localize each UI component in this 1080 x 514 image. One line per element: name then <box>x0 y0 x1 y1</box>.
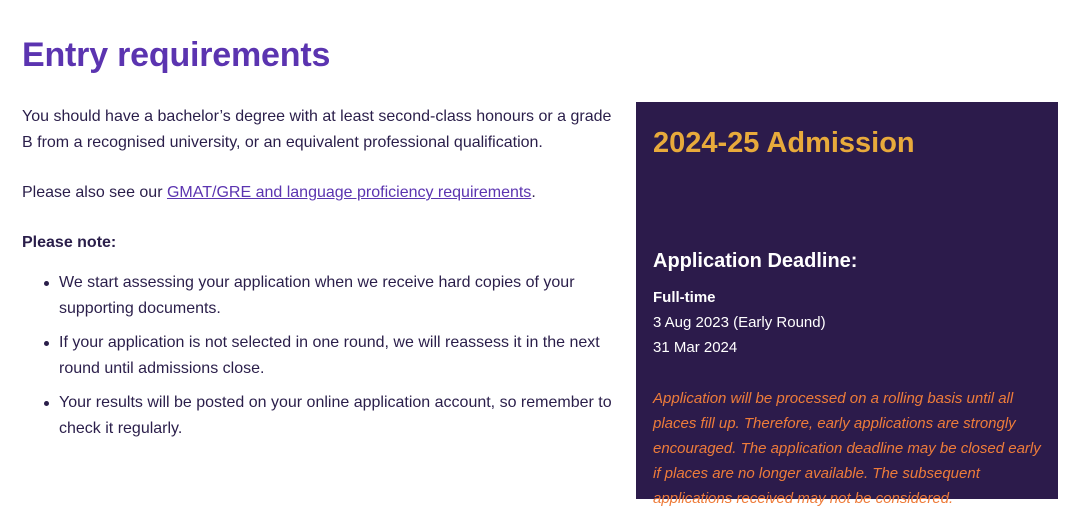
gmat-gre-language-link[interactable]: GMAT/GRE and language proficiency requirements <box>166 184 532 201</box>
notes-list <box>22 270 612 442</box>
admission-panel <box>636 102 1058 507</box>
note-heading: Please note: <box>22 234 117 251</box>
see-also-prefix: Please also see our <box>22 184 167 201</box>
page-title: Entry requirements <box>22 36 331 74</box>
deadline-heading: Application Deadline: <box>653 250 858 272</box>
requirements-section <box>22 104 612 450</box>
early-round-date: 3 Aug 2023 (Early Round) <box>653 314 826 331</box>
list-item: We start assessing your application when we receive hard copies of your supporting documents. <box>59 270 612 322</box>
study-mode-label: Full-time <box>653 289 716 306</box>
intro-text: You should have a bachelor’s degree with at least second-class honours or a grade B from a recognised university, or an equivalent professional qualification. <box>22 108 612 151</box>
admission-title: 2024-25 Admission <box>653 127 915 159</box>
see-also-text <box>22 180 612 206</box>
final-deadline-date: 31 Mar 2024 <box>653 339 738 356</box>
list-item: If your application is not selected in one round, we will reassess it in the next round until admissions close. <box>59 330 612 382</box>
see-also-suffix: . <box>531 184 536 201</box>
rolling-basis-notice: Application will be processed on a rolling basis until all places fill up. Therefore, early applications are strongly encouraged. The application deadline may be closed early if places are no longer available. The subsequent applications received may not be considered. <box>653 390 1041 507</box>
list-item: Your results will be posted on your online application account, so remember to check it regularly. <box>59 390 612 442</box>
